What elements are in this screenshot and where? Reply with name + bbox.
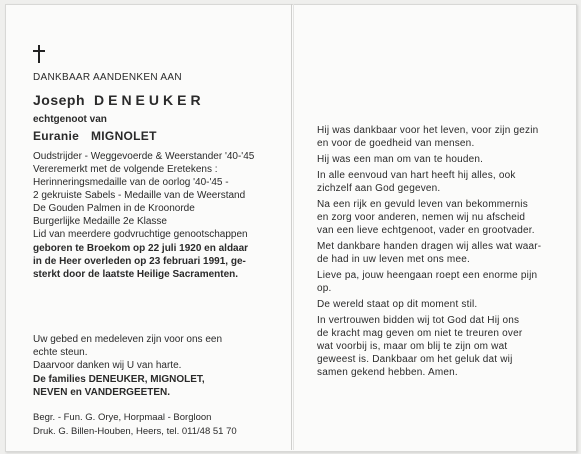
prayer-line: Uw gebed en medeleven zijn voor ons een xyxy=(33,334,223,345)
death-notice-line: geboren te Broekom op 22 juli 1920 en aldaar xyxy=(33,243,249,254)
poem-line: zichzelf aan God gegeven. xyxy=(317,183,441,194)
poem-line: samen gekend hebben. Amen. xyxy=(317,367,458,378)
poem-line: geweest is. Dankbaar om het geluk dat wij xyxy=(317,354,513,365)
poem-line: Lieve pa, jouw heengaan roept een enorme pijn xyxy=(317,270,538,281)
death-notice-line: in de Heer overleden op 23 februari 1991, ge- xyxy=(33,256,246,267)
poem-line: Met dankbare handen dragen wij alles wat waar- xyxy=(317,241,542,252)
prayer-line: echte steun. xyxy=(33,347,88,358)
spouse-intro: echtgenoot van xyxy=(33,114,107,125)
poem-line: van een lieve echtgenoot, vader en grootvader. xyxy=(317,225,535,236)
spouse-first-name: Euranie xyxy=(33,129,80,143)
death-notice-line: sterkt door de laatste Heilige Sacramenten. xyxy=(33,269,239,280)
poem-line: wat voorbij is, maar om blij te zijn om wat xyxy=(317,341,508,352)
poem-line: en voor de goedheid van mensen. xyxy=(317,138,475,149)
poem-line: Hij was dankbaar voor het leven, voor zijn gezin xyxy=(317,125,539,136)
cross-icon xyxy=(33,45,45,63)
poem-line: de had in uw leven met ons mee. xyxy=(317,254,470,265)
poem-line: de kracht mag geven om niet te treuren over xyxy=(317,328,523,339)
card-fold-shadow xyxy=(293,4,294,450)
bio-line: Oudstrijder - Weggevoerde & Weerstander '40-'45 xyxy=(33,151,255,162)
bio-line: De Gouden Palmen in de Kroonorde xyxy=(33,203,195,214)
poem-line: Hij was een man om van te houden. xyxy=(317,154,484,165)
poem-line: Na een rijk en gevuld leven van bekommernis xyxy=(317,199,528,210)
poem-line: en zorg voor anderen, nemen wij nu afscheid xyxy=(317,212,526,223)
prayer-line: Daarvoor danken wij U van harte. xyxy=(33,360,182,371)
spouse-last-name: MIGNOLET xyxy=(91,129,157,143)
printer-line: Begr. - Fun. G. Orye, Horpmaal - Borgloon xyxy=(33,412,212,423)
memorial-heading: DANKBAAR AANDENKEN AAN xyxy=(33,72,182,83)
bio-line: Burgerlijke Medaille 2e Klasse xyxy=(33,216,167,227)
deceased-first-name: Joseph xyxy=(33,92,86,108)
bio-line: Vereremerkt met de volgende Eretekens : xyxy=(33,164,218,175)
family-line: NEVEN en VANDERGEETEN. xyxy=(33,387,171,398)
poem-line: op. xyxy=(317,283,332,294)
bio-line: Herinneringsmedaille van de oorlog '40-'45 - xyxy=(33,177,229,188)
family-line: De families DENEUKER, MIGNOLET, xyxy=(33,374,205,385)
deceased-last-name: DENEUKER xyxy=(94,92,205,108)
poem-line: De wereld staat op dit moment stil. xyxy=(317,299,478,310)
bio-line: Lid van meerdere godvruchtige genootschappen xyxy=(33,229,248,240)
poem-line: In alle eenvoud van hart heeft hij alles, ook xyxy=(317,170,516,181)
printer-line: Druk. G. Billen-Houben, Heers, tel. 011/48 51 70 xyxy=(33,426,237,437)
card-fold-line xyxy=(291,4,292,450)
bio-line: 2 gekruiste Sabels - Medaille van de Weerstand xyxy=(33,190,246,201)
poem-line: In vertrouwen bidden wij tot God dat Hij ons xyxy=(317,315,520,326)
